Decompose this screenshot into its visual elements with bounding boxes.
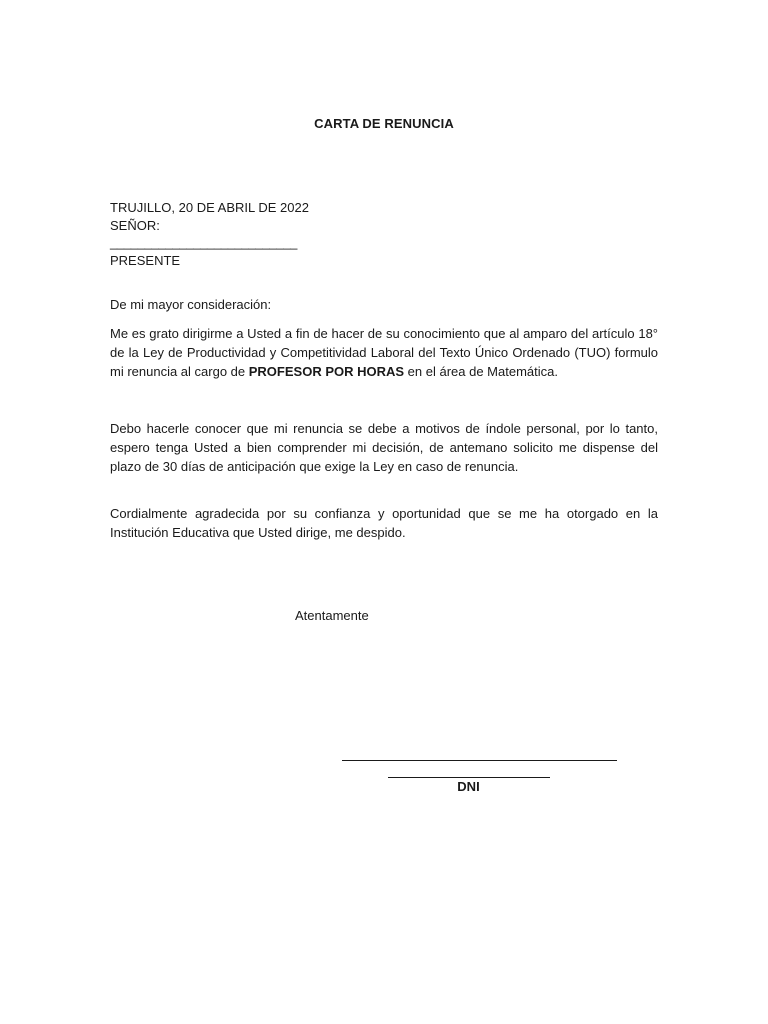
date-line: TRUJILLO, 20 DE ABRIL DE 2022	[110, 200, 309, 215]
presente-label: PRESENTE	[110, 253, 181, 268]
paragraph-2: Debo hacerle conocer que mi renuncia se debe a motivos de índole personal, por lo tanto, espero tenga Usted a bien comprender mi decisión, de antemano solicito me dispense del plazo de 30 días de anticipación que exige la Ley en caso de renuncia.	[110, 421, 658, 474]
closing: Atentamente	[295, 608, 369, 623]
paragraph-1-text-end: en el área de Matemática.	[404, 364, 558, 379]
paragraph-1-position: PROFESOR POR HORAS	[248, 364, 405, 379]
paragraph-3: Cordialmente agradecida por su confianza y oportunidad que se me ha otorgado en la Institución Educativa que Usted dirige, me despido.	[110, 506, 658, 540]
addressee-blank-line: ___________________________	[110, 235, 298, 250]
signature-line	[342, 760, 617, 761]
dni-label: DNI	[457, 779, 480, 794]
paragraph-1-text-start: Me es grato dirigirme a Usted a fin de hacer de su conocimiento que al amparo del artículo 18° de la Ley de Productividad y Competitividad Laboral del Texto Único Ordenado (TUO) formulo mi renuncia al cargo de	[110, 326, 658, 379]
salutation: De mi mayor consideración:	[110, 297, 272, 312]
addressee-label: SEÑOR:	[110, 218, 160, 233]
paragraph-1	[110, 324, 658, 381]
letter-title: CARTA DE RENUNCIA	[314, 116, 454, 131]
